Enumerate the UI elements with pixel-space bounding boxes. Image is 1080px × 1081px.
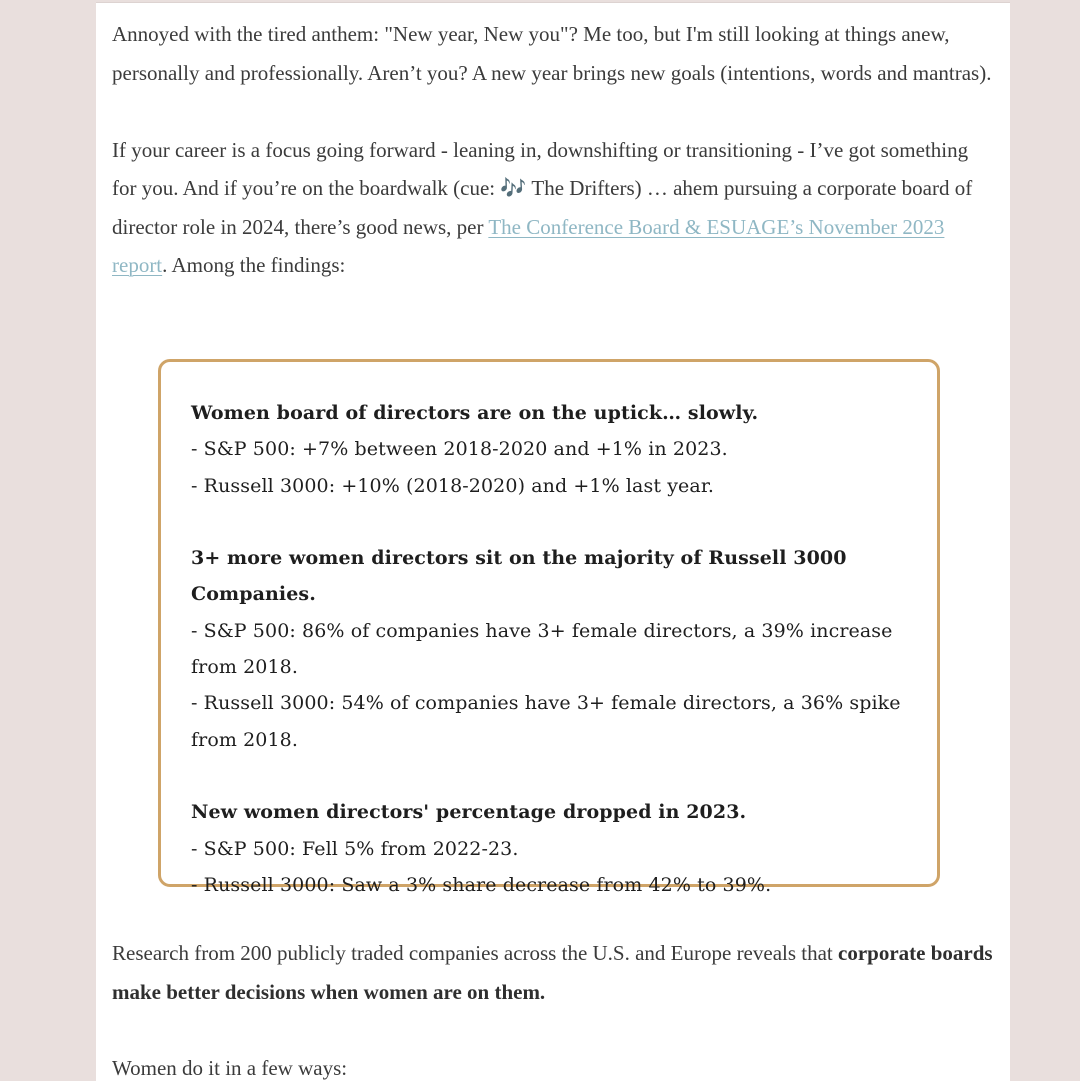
finding-line: - S&P 500: 86% of companies have 3+ female directors, a 39% increase from 2018.: [191, 619, 893, 679]
article-page: [96, 2, 1010, 1081]
conference-board-report-link[interactable]: The Conference Board & ESUAGE’s November 2023 report: [112, 214, 945, 277]
research-text: Research from 200 publicly traded companies across the U.S. and Europe reveals that: [112, 941, 839, 965]
findings-list: [191, 395, 921, 903]
research-paragraph: [112, 934, 1004, 1011]
finding-line: - Russell 3000: 54% of companies have 3+ female directors, a 36% spike from 2018.: [191, 692, 901, 751]
finding-line: - Russell 3000: +10% (2018-2020) and +1% last year.: [191, 474, 715, 497]
finding-line: - S&P 500: Fell 5% from 2022-23.: [191, 837, 519, 860]
career-text-after-link: . Among the findings:: [162, 253, 346, 277]
finding-gap: [191, 504, 921, 540]
finding-gap: [191, 758, 921, 794]
finding-title: 3+ more women directors sit on the majority of Russell 3000 Companies.: [191, 547, 847, 606]
paragraph-gap: [112, 92, 996, 131]
findings-callout-box: [158, 359, 940, 896]
career-text-before-link: If your career is a focus going forward - leaning in, downshifting or transitioning - I’ve got something for you. And if you’re on the boardwalk (cue: 🎶 The Drifters) … ahem pursuing a corporate board of director role in 2024, there’s good news, per: [112, 137, 973, 239]
finding-line: - Russell 3000: Saw a 3% share decrease from 42% to 39%.: [191, 873, 772, 896]
career-paragraph: [112, 131, 996, 285]
finding-title: New women directors' percentage dropped in 2023.: [191, 801, 747, 824]
finding-line: - S&P 500: +7% between 2018-2020 and +1% in 2023.: [191, 438, 728, 461]
article-body: [112, 15, 996, 285]
finding-item: [191, 540, 921, 758]
finding-item: [191, 794, 921, 903]
finding-item: [191, 395, 921, 504]
research-bold-text: corporate boards make better decisions when women are on them.: [112, 941, 993, 1004]
closing-line: Women do it in a few ways:: [112, 1056, 348, 1080]
finding-title: Women board of directors are on the uptick… slowly.: [191, 402, 759, 424]
intro-paragraph: Annoyed with the tired anthem: "New year, New you"? Me too, but I'm still looking at things anew, personally and professionally. Aren’t you? A new year brings new goals (intentions, words and mantras).: [112, 22, 992, 85]
